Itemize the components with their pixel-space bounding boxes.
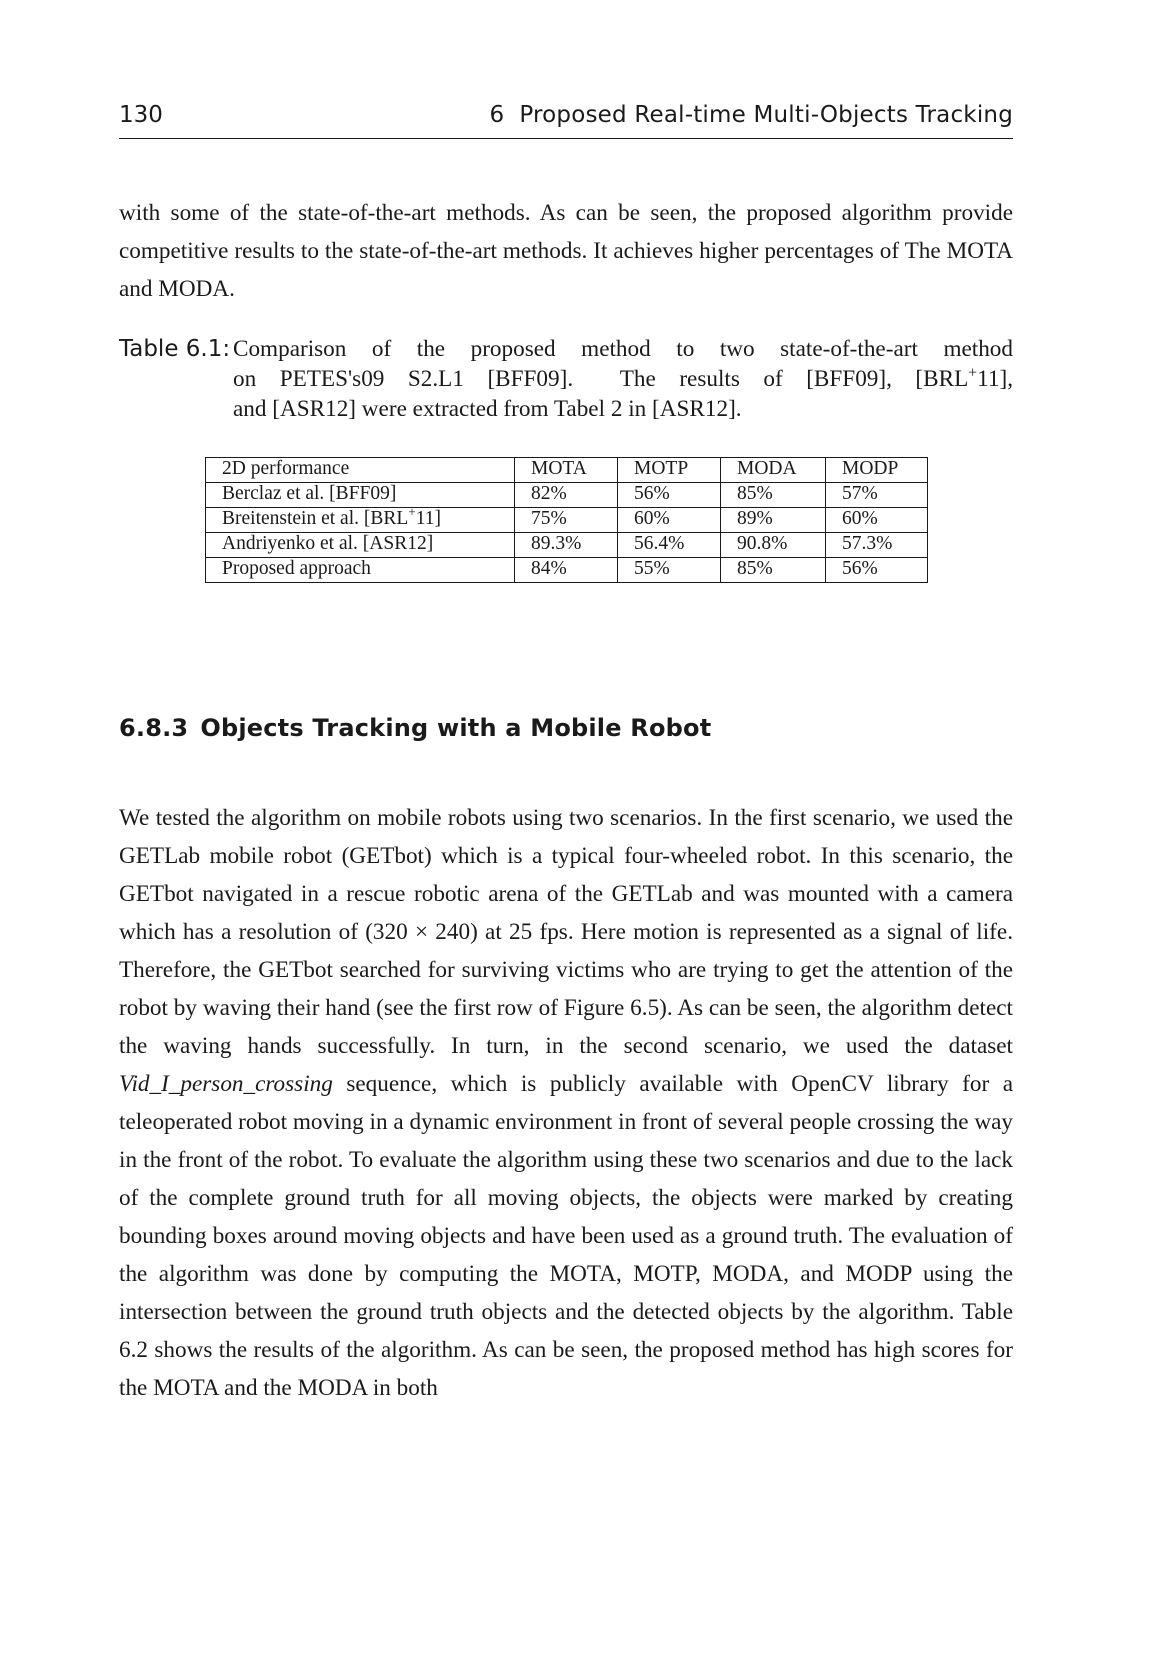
- table-cell-motp: 60%: [618, 508, 721, 533]
- dataset-name: Vid_I_person_crossing: [119, 1071, 333, 1097]
- table-header-cell: MODA: [721, 458, 826, 483]
- caption-text: [233, 334, 1013, 424]
- caption-superscript: +: [968, 364, 978, 382]
- table-row: [206, 483, 928, 508]
- performance-table: [205, 457, 928, 583]
- table-cell-method: Berclaz et al. [BFF09]: [206, 483, 515, 508]
- method-superscript: +: [408, 504, 416, 520]
- caption-line-2-start: on PETES's09 S2.L1 [BFF09]. The results of [BFF09], [BRL: [233, 366, 969, 392]
- table-header-row: [206, 458, 928, 483]
- table-cell-moda: 90.8%: [721, 533, 826, 558]
- table-cell-motp: 55%: [618, 558, 721, 583]
- caption-line-3: and [ASR12] were extracted from Tabel 2 in [ASR12].: [233, 396, 742, 422]
- table-cell-mota: 84%: [515, 558, 618, 583]
- table-cell-moda: 89%: [721, 508, 826, 533]
- table-row: [206, 533, 928, 558]
- caption-label: Table 6.1:: [119, 336, 231, 362]
- table-row: [206, 508, 928, 533]
- method-name-end: 11]: [415, 508, 442, 529]
- method-name-start: Breitenstein et al. [BRL: [222, 508, 409, 529]
- section-title: Objects Tracking with a Mobile Robot: [200, 714, 712, 742]
- table-cell-modp: 57.3%: [826, 533, 928, 558]
- table-cell-motp: 56%: [618, 483, 721, 508]
- table-cell-modp: 60%: [826, 508, 928, 533]
- body-text-part-2: sequence, which is publicly available with OpenCV library for a teleoperated robot moving in a dynamic environment in front of several people crossing the way in the front of the robot. To evaluate the algorithm using these two scenarios and due to the lack of the complete ground truth for all moving objects, the objects were marked by creating bounding boxes around moving objects and have been used as a ground truth. The evaluation of the algorithm was done by computing the MOTA, MOTP, MODA, and MODP using the intersection between the ground truth objects and the detected objects by the algorithm. Table 6.2 shows the results of the algorithm. As can be seen, the proposed method has high scores for the MOTA and the MODA in both: [119, 1071, 1014, 1401]
- running-header: [119, 98, 1013, 139]
- caption-line-1: Comparison of the proposed method to two state-of-the-art method: [233, 336, 1013, 362]
- intro-paragraph: with some of the state-of-the-art methods. As can be seen, the proposed algorithm provide competitive results to the state-of-the-art methods. It achieves higher percentages of The MOTA and MODA.: [119, 200, 1013, 302]
- table-cell-moda: 85%: [721, 483, 826, 508]
- table-cell-moda: 85%: [721, 558, 826, 583]
- section-number: 6.8.3: [119, 714, 189, 742]
- table-cell-mota: 89.3%: [515, 533, 618, 558]
- page-number: 130: [119, 102, 163, 128]
- table-header-cell: MOTA: [515, 458, 618, 483]
- table-cell-method: Proposed approach: [206, 558, 515, 583]
- table-cell-mota: 75%: [515, 508, 618, 533]
- table-header-cell: MOTP: [618, 458, 721, 483]
- chapter-title: 6 Proposed Real-time Multi-Objects Tracking: [489, 102, 1013, 128]
- body-paragraph: [119, 799, 1013, 1407]
- table-cell-modp: 57%: [826, 483, 928, 508]
- table-cell-method: [206, 504, 515, 533]
- table-cell-modp: 56%: [826, 558, 928, 583]
- section-heading: [119, 714, 711, 742]
- caption-line-2-end: 11],: [977, 366, 1013, 392]
- caption-line-2: [233, 364, 1013, 394]
- table-cell-motp: 56.4%: [618, 533, 721, 558]
- table-row: [206, 558, 928, 583]
- table-header-cell: MODP: [826, 458, 928, 483]
- table-cell-method: Andriyenko et al. [ASR12]: [206, 533, 515, 558]
- table-header-cell: 2D performance: [206, 458, 515, 483]
- body-text-part-1: We tested the algorithm on mobile robots using two scenarios. In the first scenario, we used the GETLab mobile robot (GETbot) which is a typical four-wheeled robot. In this scenario, the GETbot navigated in a rescue robotic arena of the GETLab and was mounted with a camera which has a resolution of (320 × 240) at 25 fps. Here motion is represented as a signal of life. Therefore, the GETbot searched for surviving victims who are trying to get the attention of the robot by waving their hand (see the first row of Figure 6.5). As can be seen, the algorithm detect the waving hands successfully. In turn, in the second scenario, we used the dataset: [119, 805, 1013, 1059]
- table-cell-mota: 82%: [515, 483, 618, 508]
